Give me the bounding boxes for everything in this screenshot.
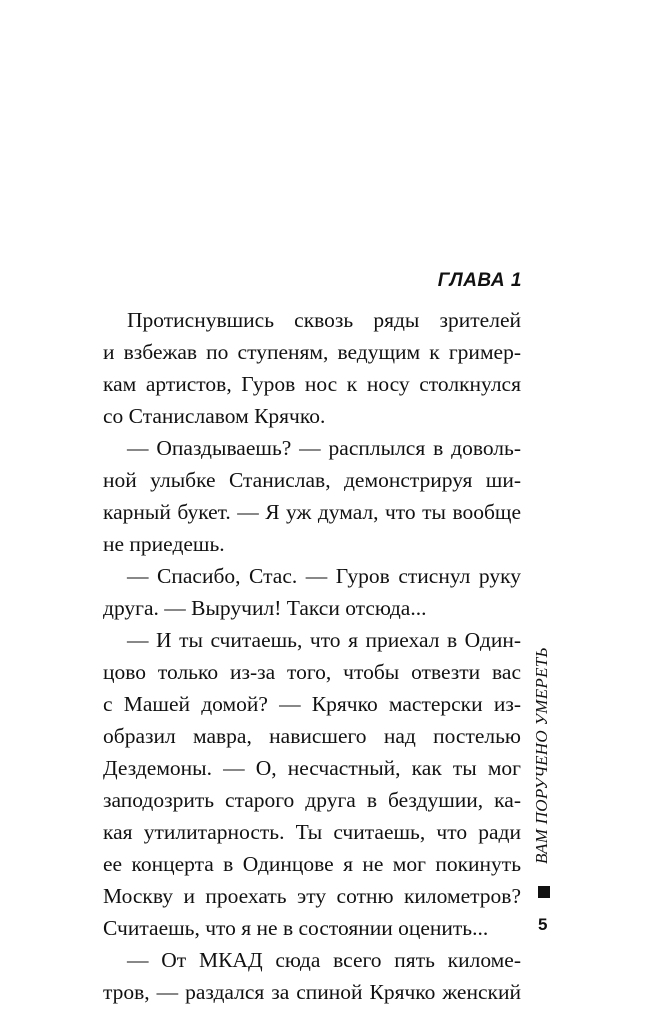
text-line: друга. — Выручил! Такси отсюда... [103, 596, 427, 620]
text-line: кая утилитарность. Ты считаешь, что ради [103, 820, 521, 844]
text-line: Дездемоны. — О, несчастный, как ты мог [103, 756, 521, 780]
text-line: и взбежав по ступеням, ведущим к гример- [103, 340, 521, 364]
running-title: ВАМ ПОРУЧЕНО УМЕРЕТЬ [532, 647, 551, 864]
text-line: со Станиславом Крячко. [103, 404, 326, 428]
text-line: Протиснувшись сквозь ряды зрителей [127, 308, 521, 332]
text-line: заподозрить старого друга в бездушии, ка- [103, 788, 521, 812]
text-line: — И ты считаешь, что я приехал в Один- [127, 628, 521, 652]
text-line: ной улыбке Станислав, демонстрируя ши- [103, 468, 521, 492]
text-line: карный букет. — Я уж думал, что ты вообще [103, 500, 521, 524]
square-marker-icon [538, 886, 550, 898]
text-line: — От МКАД сюда всего пять киломе- [127, 948, 521, 972]
text-line: Считаешь, что я не в состоянии оценить... [103, 916, 489, 940]
text-line: ее концерта в Одинцове я не мог покинуть [103, 852, 521, 876]
text-line: цово только из-за того, чтобы отвезти вас [103, 660, 521, 684]
text-line: — Опаздываешь? — расплылся в доволь- [127, 436, 521, 460]
text-line: — Спасибо, Стас. — Гуров стиснул руку [127, 564, 521, 588]
text-line: образил мавра, нависшего над постелью [103, 724, 521, 748]
body-text [103, 304, 521, 1008]
text-line: не приедешь. [103, 532, 225, 556]
text-line: Москву и проехать эту сотню километров? [103, 884, 521, 908]
chapter-heading: ГЛАВА 1 [437, 270, 522, 291]
text-line: тров, — раздался за спиной Крячко женский [103, 980, 521, 1004]
page-number: 5 [538, 915, 548, 934]
text-line: с Машей домой? — Крячко мастерски из- [103, 692, 521, 716]
text-line: кам артистов, Гуров нос к носу столкнулся [103, 372, 521, 396]
